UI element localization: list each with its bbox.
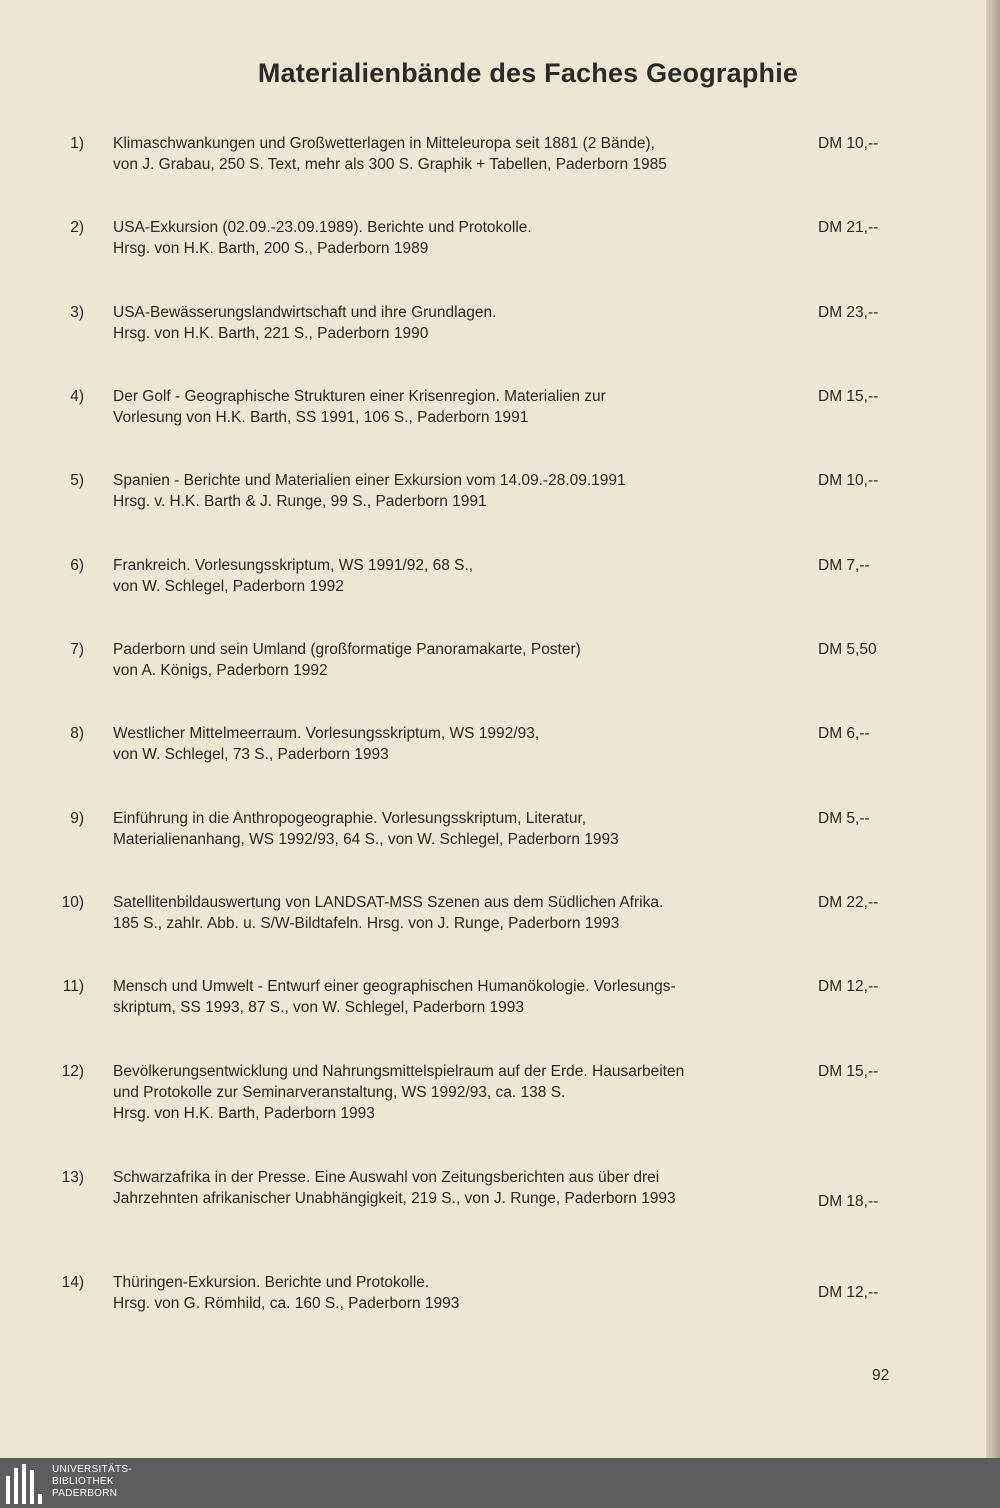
page-edge-shadow xyxy=(986,0,1000,1458)
entry-line: Hrsg. v. H.K. Barth & J. Runge, 99 S., Paderborn 1991 xyxy=(113,493,487,510)
page-number: 92 xyxy=(872,1367,890,1384)
library-logo-text xyxy=(52,1464,132,1500)
university-library-bars-icon xyxy=(6,1464,46,1504)
entry-number: 7) xyxy=(70,641,84,658)
entry-text xyxy=(113,1167,813,1209)
entry-text xyxy=(113,302,813,344)
entry-line: Einführung in die Anthropogeographie. Vorlesungsskriptum, Literatur, xyxy=(113,810,587,827)
entry-line: Materialienanhang, WS 1992/93, 64 S., von W. Schlegel, Paderborn 1993 xyxy=(113,831,619,848)
entry-price: DM 10,-- xyxy=(818,135,879,152)
entry-line: Satellitenbildauswertung von LANDSAT-MSS Szenen aus dem Südlichen Afrika. xyxy=(113,894,664,911)
entry-number: 1) xyxy=(70,135,84,152)
entry-line: USA-Exkursion (02.09.-23.09.1989). Berichte und Protokolle. xyxy=(113,219,532,236)
entry-line: Hrsg. von H.K. Barth, Paderborn 1993 xyxy=(113,1105,375,1122)
entry-line: und Protokolle zur Seminarveranstaltung, WS 1992/93, ca. 138 S. xyxy=(113,1084,566,1101)
entry-text xyxy=(113,386,813,428)
entry-line: Thüringen-Exkursion. Berichte und Protokolle. xyxy=(113,1274,430,1291)
entry-text xyxy=(113,639,813,681)
entry-line: Mensch und Umwelt - Entwurf einer geographischen Humanökologie. Vorlesungs- xyxy=(113,978,676,995)
entry-line: von W. Schlegel, 73 S., Paderborn 1993 xyxy=(113,746,389,763)
entry-text xyxy=(113,133,813,175)
entry-line: Schwarzafrika in der Presse. Eine Auswahl von Zeitungsberichten aus über drei xyxy=(113,1169,660,1186)
entry-line: Hrsg. von H.K. Barth, 221 S., Paderborn 1990 xyxy=(113,325,429,342)
entry-text xyxy=(113,892,813,934)
entry-text xyxy=(113,470,813,512)
entry-line: 185 S., zahlr. Abb. u. S/W-Bildtafeln. Hrsg. von J. Runge, Paderborn 1993 xyxy=(113,915,620,932)
page-title: Materialienbände des Faches Geographie xyxy=(257,58,799,88)
entry-text xyxy=(113,1061,813,1124)
entry-price: DM 15,-- xyxy=(818,388,879,405)
entry-line: von A. Königs, Paderborn 1992 xyxy=(113,662,328,679)
entry-price: DM 5,-- xyxy=(818,810,870,827)
entry-line: Klimaschwankungen und Großwetterlagen in Mitteleuropa seit 1881 (2 Bände), xyxy=(113,135,655,152)
entry-price: DM 12,-- xyxy=(818,1284,879,1301)
entry-price: DM 15,-- xyxy=(818,1063,879,1080)
entry-price: DM 7,-- xyxy=(818,557,870,574)
entry-line: Der Golf - Geographische Strukturen einer Krisenregion. Materialien zur xyxy=(113,388,606,405)
logo-line: PADERBORN xyxy=(52,1488,118,1499)
entry-price: DM 21,-- xyxy=(818,219,879,236)
entry-line: von W. Schlegel, Paderborn 1992 xyxy=(113,578,344,595)
library-footer xyxy=(0,1458,1000,1508)
entry-line: Frankreich. Vorlesungsskriptum, WS 1991/92, 68 S., xyxy=(113,557,474,574)
entry-text xyxy=(113,217,813,259)
entry-line: Westlicher Mittelmeerraum. Vorlesungsskriptum, WS 1992/93, xyxy=(113,725,540,742)
entry-number: 2) xyxy=(70,219,84,236)
entry-text xyxy=(113,555,813,597)
entry-line: Hrsg. von G. Römhild, ca. 160 S., Paderborn 1993 xyxy=(113,1295,460,1312)
entry-price: DM 22,-- xyxy=(818,894,879,911)
entry-number: 5) xyxy=(70,472,84,489)
entry-number: 13) xyxy=(61,1169,84,1186)
entry-line: Vorlesung von H.K. Barth, SS 1991, 106 S., Paderborn 1991 xyxy=(113,409,529,426)
entry-price: DM 5,50 xyxy=(818,641,877,658)
entry-price: DM 6,-- xyxy=(818,725,870,742)
entry-number: 10) xyxy=(61,894,84,911)
entry-line: Paderborn und sein Umland (großformatige Panoramakarte, Poster) xyxy=(113,641,581,658)
entry-line: skriptum, SS 1993, 87 S., von W. Schlegel, Paderborn 1993 xyxy=(113,999,524,1016)
entry-number: 14) xyxy=(61,1274,84,1291)
entry-price: DM 23,-- xyxy=(818,304,879,321)
entry-number: 8) xyxy=(70,725,84,742)
entry-line: Jahrzehnten afrikanischer Unabhängigkeit, 219 S., von J. Runge, Paderborn 1993 xyxy=(113,1190,676,1207)
entry-number: 4) xyxy=(70,388,84,405)
entry-price: DM 10,-- xyxy=(818,472,879,489)
entry-line: Bevölkerungsentwicklung und Nahrungsmittelspielraum auf der Erde. Hausarbeiten xyxy=(113,1063,685,1080)
entry-number: 12) xyxy=(61,1063,84,1080)
entry-price: DM 18,-- xyxy=(818,1193,879,1210)
entry-number: 3) xyxy=(70,304,84,321)
entry-line: USA-Bewässerungslandwirtschaft und ihre Grundlagen. xyxy=(113,304,497,321)
entry-text xyxy=(113,723,813,765)
entry-line: von J. Grabau, 250 S. Text, mehr als 300 S. Graphik + Tabellen, Paderborn 1985 xyxy=(113,156,667,173)
logo-line: UNIVERSITÄTS- xyxy=(52,1464,133,1475)
entry-text xyxy=(113,1272,813,1314)
entry-line: Spanien - Berichte und Materialien einer Exkursion vom 14.09.-28.09.1991 xyxy=(113,472,626,489)
entry-number: 9) xyxy=(70,810,84,827)
entry-line: Hrsg. von H.K. Barth, 200 S., Paderborn 1989 xyxy=(113,240,429,257)
entry-price: DM 12,-- xyxy=(818,978,879,995)
entry-number: 6) xyxy=(70,557,84,574)
logo-line: BIBLIOTHEK xyxy=(52,1476,114,1487)
entry-text xyxy=(113,808,813,850)
entry-text xyxy=(113,976,813,1018)
entry-number: 11) xyxy=(62,978,84,995)
